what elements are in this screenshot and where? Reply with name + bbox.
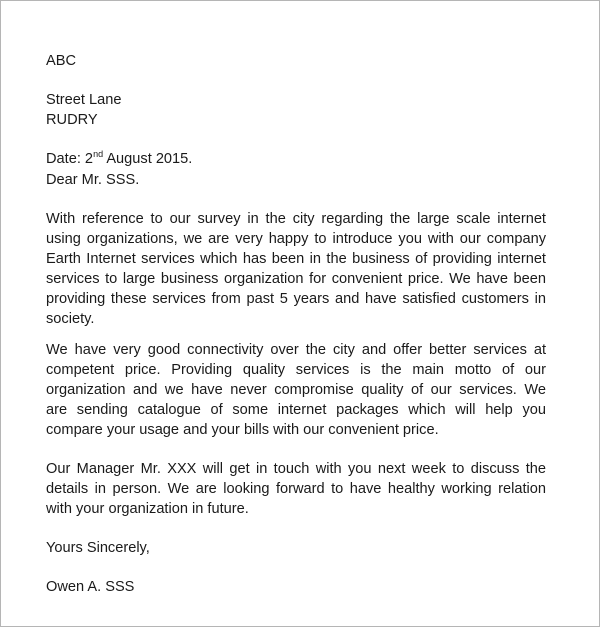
paragraph-line: using organizations, we are very happy to introduce you with our company (46, 231, 546, 247)
paragraph-line: Our Manager Mr. XXX will get in touch with you next week to discuss the (46, 461, 546, 477)
date-prefix: Date: 2 (46, 151, 94, 167)
body-paragraph-1 (46, 209, 546, 329)
paragraph-line: competent price. Providing quality services is the main motto of our (46, 362, 546, 378)
body-paragraph-3 (46, 459, 546, 519)
paragraph-line: We have very good connectivity over the city and offer better services at (46, 342, 546, 358)
signature-name: Owen A. SSS (46, 579, 135, 595)
sender-street: Street Lane (46, 92, 122, 108)
paragraph-line: society. (46, 311, 95, 327)
letter-date (46, 151, 192, 167)
paragraph-line: providing these services from past 5 years and have satisfied customers in (46, 291, 546, 307)
sender-city: RUDRY (46, 112, 98, 128)
date-ordinal-suffix: nd (93, 149, 104, 159)
paragraph-line: with your organization in future. (46, 501, 249, 517)
salutation: Dear Mr. SSS. (46, 172, 140, 188)
paragraph-line: Earth Internet services which has been in the business of providing internet (46, 251, 546, 267)
date-rest: August 2015. (103, 151, 193, 167)
paragraph-line: organization and we have never compromise quality of our services. We (46, 382, 546, 398)
body-paragraph-2 (46, 340, 546, 440)
closing: Yours Sincerely, (46, 540, 150, 556)
paragraph-line: are sending catalogue of some internet packages which will help you (46, 402, 546, 418)
paragraph-line: details in person. We are looking forward to have healthy working relation (46, 481, 546, 497)
paragraph-line: With reference to our survey in the city regarding the large scale internet (46, 211, 546, 227)
paragraph-line: services to large business organization for convenient price. We have been (46, 271, 546, 287)
paragraph-line: compare your usage and your bills with our convenient price. (46, 422, 439, 438)
sender-name: ABC (46, 53, 77, 69)
